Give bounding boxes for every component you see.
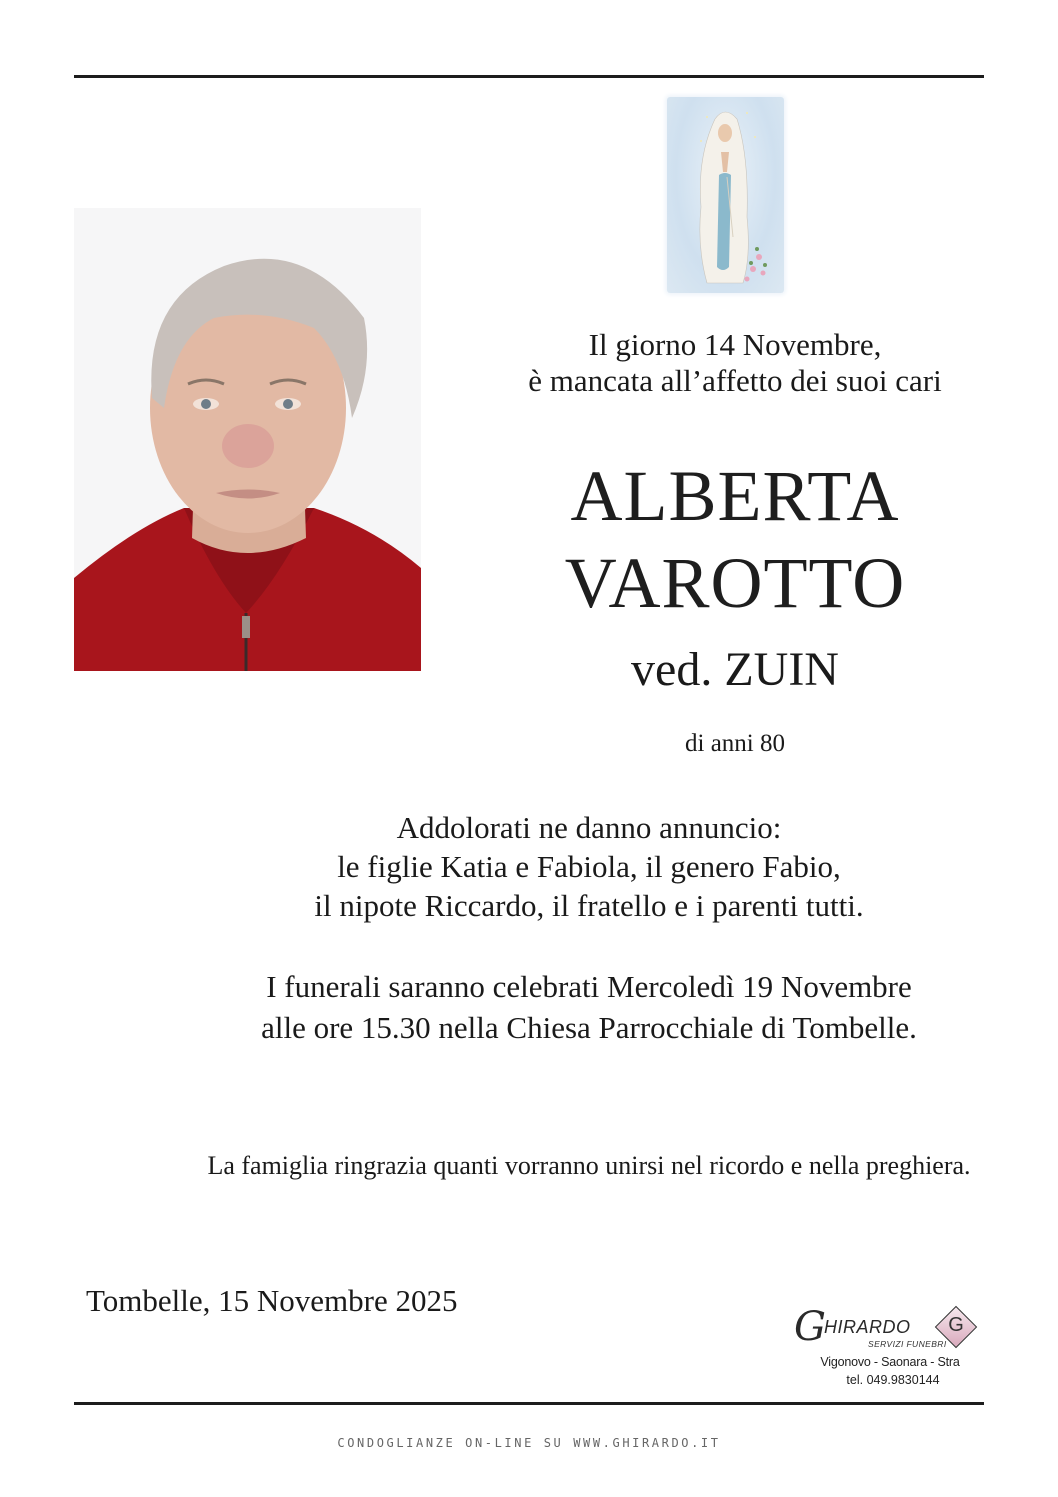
- family-thanks: La famiglia ringrazia quanti vorranno unirsi nel ricordo e nella preghiera.: [207, 1151, 971, 1180]
- age: di anni 80: [685, 730, 785, 757]
- deceased-name: [500, 453, 970, 627]
- portrait-icon: [74, 208, 421, 671]
- mourners-line: le figlie Katia e Fabiola, il genero Fabio,: [337, 849, 841, 884]
- madonna-icon: [667, 97, 784, 293]
- bottom-rule: [74, 1402, 984, 1405]
- top-rule: [74, 75, 984, 78]
- funeral-details: [60, 966, 1058, 1048]
- logo-subtitle: SERVIZI FUNEBRI: [868, 1339, 947, 1349]
- logo-script-initial: G: [794, 1304, 826, 1350]
- deceased-portrait-photo: [74, 208, 421, 671]
- logo-name: HIRARDO: [824, 1317, 911, 1337]
- funeral-line: alle ore 15.30 nella Chiesa Parrocchiale di Tombelle.: [261, 1010, 917, 1045]
- funeral-line: I funerali saranno celebrati Mercoledì 19 Novembre: [266, 969, 912, 1004]
- logo-phone: tel. 049.9830144: [846, 1373, 940, 1387]
- madonna-holy-card-image: [667, 97, 784, 293]
- intro-text: [500, 327, 970, 399]
- funeral-home-logo: [790, 1305, 990, 1397]
- first-name: ALBERTA: [570, 456, 900, 536]
- intro-line-2: è mancata all’affetto dei suoi cari: [528, 363, 942, 398]
- intro-line-1: Il giorno 14 Novembre,: [588, 327, 882, 362]
- mourners-line: Addolorati ne danno annuncio:: [396, 810, 782, 845]
- widow-of: ved. ZUIN: [631, 643, 839, 696]
- condolences-footer: CONDOGLIANZE ON-LINE SU WWW.GHIRARDO.IT: [337, 1436, 721, 1450]
- place-and-date: Tombelle, 15 Novembre 2025: [86, 1283, 458, 1318]
- logo-towns: Vigonovo - Saonara - Stra: [820, 1355, 960, 1369]
- mourners-line: il nipote Riccardo, il fratello e i parenti tutti.: [314, 888, 864, 923]
- last-name: VAROTTO: [564, 543, 906, 623]
- badge-letter: G: [948, 1314, 964, 1336]
- mourners-announcement: [60, 808, 1058, 925]
